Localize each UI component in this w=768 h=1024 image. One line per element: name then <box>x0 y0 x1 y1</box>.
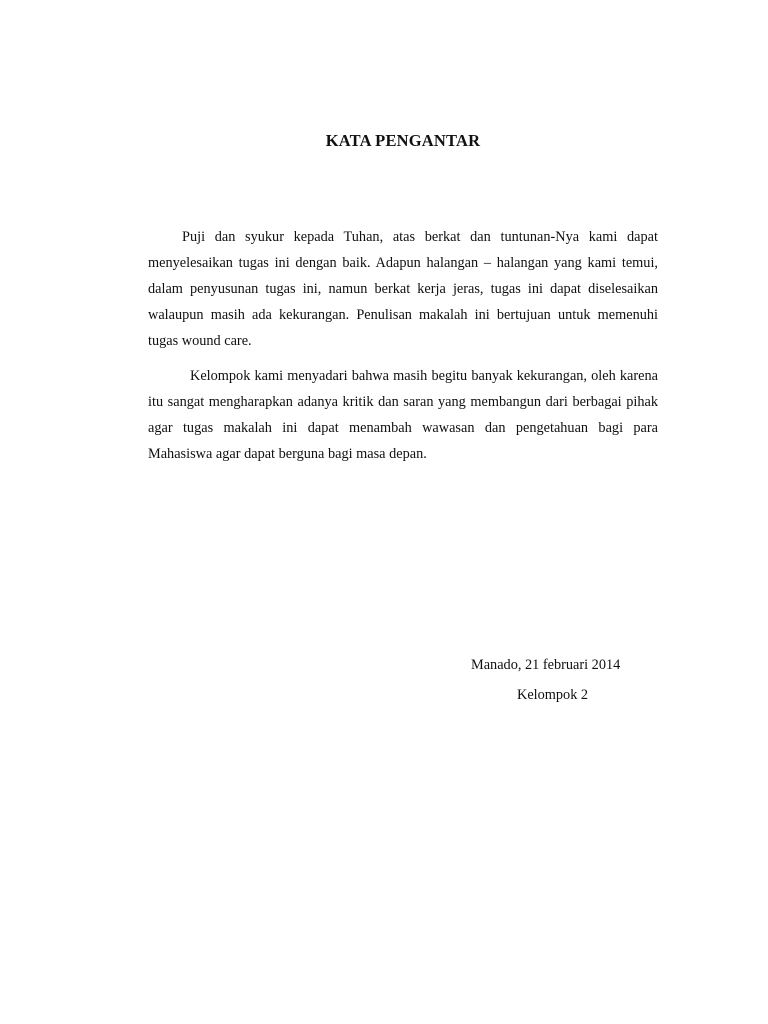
signature-group: Kelompok 2 <box>517 687 589 703</box>
signature-place-date: Manado, 21 februari 2014 <box>471 657 621 673</box>
paragraph-2: Kelompok kami menyadari bahwa masih begitu banyak kekurangan, oleh karena itu sangat mengharapkan adanya kritik dan saran yang membangun dari berbagai pihak agar tugas makalah ini dapat menambah wawasan dan pengetahuan bagi para Mahasiswa agar dapat berguna bagi masa depan. <box>148 368 658 462</box>
paragraph-1: Puji dan syukur kepada Tuhan, atas berkat dan tuntunan-Nya kami dapat menyelesaikan tugas ini dengan baik. Adapun halangan – halangan yang kami temui, dalam penyusunan tugas ini, namun berkat kerja jeras, tugas ini dapat diselesaikan walaupun masih ada kekurangan. Penulisan makalah ini bertujuan untuk memenuhi tugas wound care. <box>148 229 658 349</box>
page-title: KATA PENGANTAR <box>325 131 481 150</box>
